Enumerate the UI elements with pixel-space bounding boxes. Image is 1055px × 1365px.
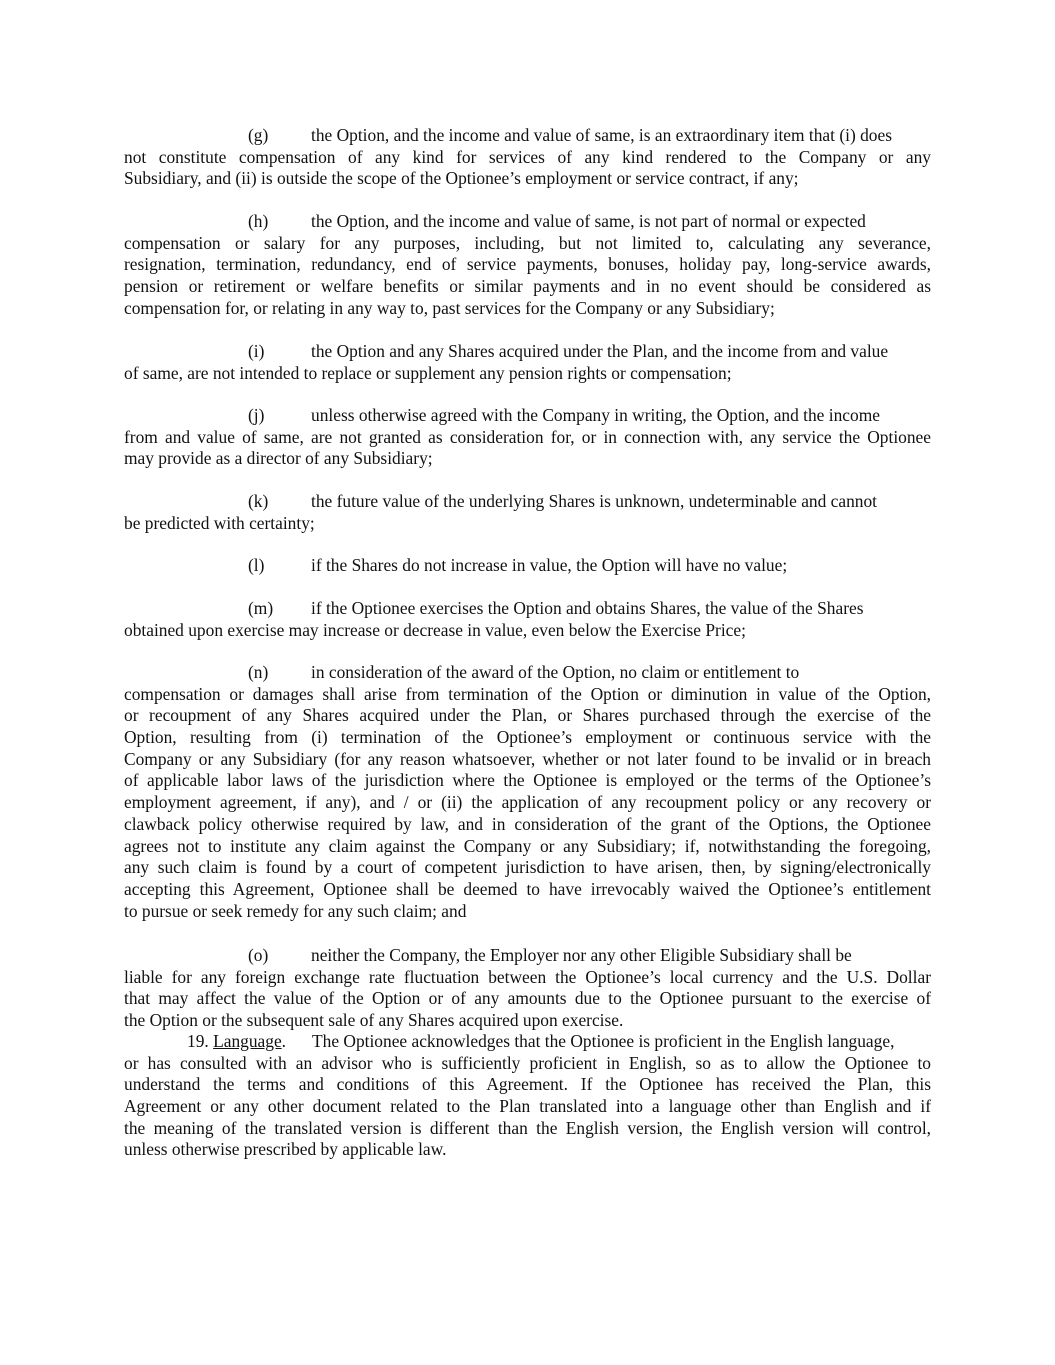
clause-line: of applicable labor laws of the jurisdiction where the Optionee is employed or the terms of the Optionee’s [124, 770, 931, 791]
clause-m [124, 598, 931, 641]
clause-marker: (n) [248, 662, 269, 682]
clause-line: resignation, termination, redundancy, end of service payments, bonuses, holiday pay, long-service awards, [124, 254, 931, 275]
clause-first-line [124, 598, 931, 620]
clause-marker: (l) [248, 555, 265, 575]
section-heading [187, 1031, 286, 1053]
section-lead-text: The Optionee acknowledges that the Optionee is proficient in the English language, [312, 1031, 895, 1051]
clause-first-line [124, 341, 931, 363]
clause-lead-text: if the Shares do not increase in value, the Option will have no value; [311, 555, 788, 575]
clause-j [124, 405, 931, 470]
clause-lead-text: if the Optionee exercises the Option and obtains Shares, the value of the Shares [311, 598, 864, 618]
clause-lead-text: the Option, and the income and value of same, is not part of normal or expected [311, 211, 866, 231]
clause-marker: (k) [248, 491, 269, 511]
clause-lead-text: the future value of the underlying Shares is unknown, undeterminable and cannot [311, 491, 878, 511]
clause-first-line [124, 662, 931, 684]
clause-marker: (j) [248, 405, 265, 425]
clause-line: Subsidiary, and (ii) is outside the scope of the Optionee’s employment or service contract, if any; [124, 168, 799, 189]
clause-line: compensation for, or relating in any way to, past services for the Company or any Subsidiary; [124, 297, 775, 318]
clause-line: obtained upon exercise may increase or decrease in value, even below the Exercise Price; [124, 619, 746, 640]
clause-first-line [124, 405, 931, 427]
clause-line: clawback policy otherwise required by law, and in consideration of the grant of the Options, the Optionee [124, 813, 931, 834]
clause-lead-text: unless otherwise agreed with the Company in writing, the Option, and the income [311, 405, 880, 425]
clause-line: to pursue or seek remedy for any such claim; and [124, 900, 467, 921]
section-number: 19. [187, 1031, 209, 1051]
clause-n [124, 662, 931, 922]
clause-line: accepting this Agreement, Optionee shall be deemed to have irrevocably waived the Optionee’s entitlement [124, 878, 931, 899]
clause-line: or recoupment of any Shares acquired under the Plan, or Shares purchased through the exercise of the [124, 705, 931, 726]
clause-first-line [124, 125, 931, 147]
clause-l [124, 555, 931, 577]
clause-line: Company or any Subsidiary (for any reason whatsoever, whether or not later found to be invalid or in breach [124, 748, 931, 769]
clause-line: liable for any foreign exchange rate fluctuation between the Optionee’s local currency and the U.S. Dollar [124, 966, 931, 987]
clause-line: compensation or salary for any purposes, including, but not limited to, calculating any severance, [124, 232, 931, 253]
clause-i [124, 341, 931, 384]
clause-lead-text: neither the Company, the Employer nor any other Eligible Subsidiary shall be [311, 945, 852, 965]
section-line: understand the terms and conditions of this Agreement. If the Optionee has received the Plan, this [124, 1074, 931, 1095]
section-line: the meaning of the translated version is different than the English version, the English version will control, [124, 1117, 931, 1138]
clause-line: be predicted with certainty; [124, 512, 315, 533]
clause-marker: (h) [248, 211, 269, 231]
clause-first-line [124, 211, 931, 233]
clause-line: the Option or the subsequent sale of any Shares acquired upon exercise. [124, 1010, 624, 1031]
clause-marker: (i) [248, 341, 265, 361]
clause-lead-text: the Option and any Shares acquired under the Plan, and the income from and value [311, 341, 889, 361]
clause-marker: (g) [248, 125, 269, 145]
section-first-line [124, 1031, 931, 1053]
clause-line: Option, resulting from (i) termination of the Optionee’s employment or continuous service with the [124, 727, 931, 748]
clause-line: of same, are not intended to replace or supplement any pension rights or compensation; [124, 362, 732, 383]
clause-line: pension or retirement or welfare benefits or similar payments and in no event should be considered as [124, 276, 931, 297]
clause-line: employment agreement, if any), and / or (ii) the application of any recoupment policy or any recovery or [124, 792, 931, 813]
clause-k [124, 491, 931, 534]
clause-first-line [124, 555, 931, 577]
clause-line: any such claim is found by a court of competent jurisdiction to have arisen, then, by signing/electronically [124, 857, 931, 878]
section-line: or has consulted with an advisor who is sufficiently proficient in English, so as to allow the Optionee to [124, 1052, 931, 1073]
clause-first-line [124, 491, 931, 513]
clause-marker: (m) [248, 598, 274, 618]
clause-marker: (o) [248, 945, 269, 965]
clause-line: compensation or damages shall arise from termination of the Option or diminution in value of the Option, [124, 683, 931, 704]
section-heading-text: Language [213, 1031, 282, 1051]
clause-line: not constitute compensation of any kind for services of any kind rendered to the Company or any [124, 146, 931, 167]
clause-line: from and value of same, are not granted as consideration for, or in connection with, any service the Optionee [124, 426, 931, 447]
clause-first-line [124, 945, 931, 967]
clause-g [124, 125, 931, 190]
clause-line: that may affect the value of the Option or of any amounts due to the Optionee pursuant to the exercise of [124, 988, 931, 1009]
clause-o [124, 945, 931, 1032]
section-line: unless otherwise prescribed by applicable law. [124, 1139, 447, 1160]
clause-line: may provide as a director of any Subsidiary; [124, 448, 433, 469]
clause-lead-text: in consideration of the award of the Option, no claim or entitlement to [311, 662, 800, 682]
clause-line: agrees not to institute any claim against the Company or any Subsidiary; if, notwithstanding the foregoing, [124, 835, 931, 856]
section-line: Agreement or any other document related to the Plan translated into a language other than English and if [124, 1096, 931, 1117]
clause-h [124, 211, 931, 319]
section-heading-end: . [281, 1031, 287, 1051]
section-19-language [124, 1031, 931, 1161]
clause-lead-text: the Option, and the income and value of same, is an extraordinary item that (i) does [311, 125, 892, 145]
